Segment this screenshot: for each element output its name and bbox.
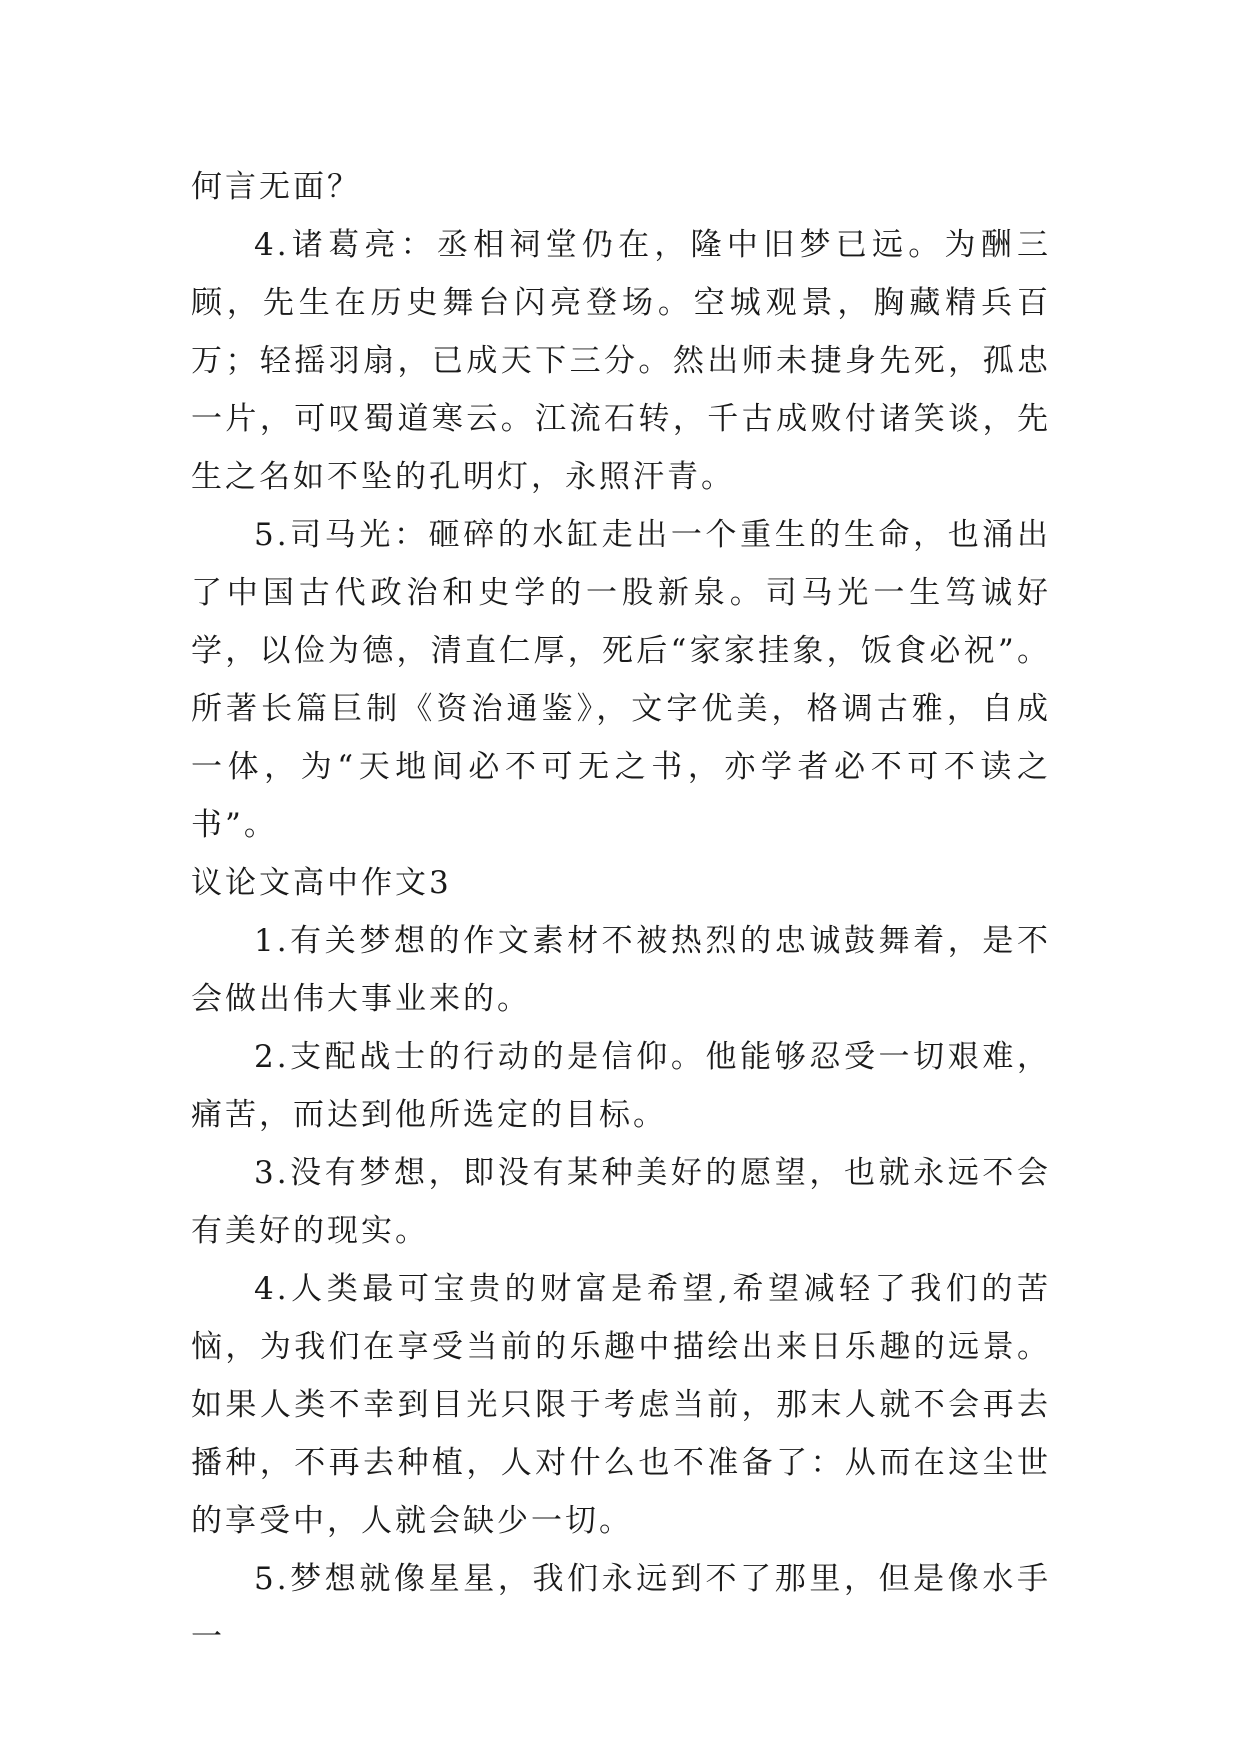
paragraph-dream-2: 2.支配战士的行动的是信仰。他能够忍受一切艰难，痛苦，而达到他所选定的目标。: [191, 1039, 1051, 1133]
paragraph-sima-guang: 5.司马光：砸碎的水缸走出一个重生的生命，也涌出了中国古代政治和史学的一股新泉。司马光一生笃诚好学，以俭为德，清直仁厚，死后“家家挂象，饭食必祝”。所著长篇巨制《资治通鉴》，文字优美，格调古雅，自成一体，为“天地间必不可无之书，亦学者必不可不读之书”。: [191, 517, 1051, 843]
paragraph-dream-3: 3.没有梦想，即没有某种美好的愿望，也就永远不会有美好的现实。: [191, 1155, 1051, 1249]
paragraph-dream-4: 4.人类最可宝贵的财富是希望,希望减轻了我们的苦恼，为我们在享受当前的乐趣中描绘出来日乐趣的远景。如果人类不幸到目光只限于考虑当前，那末人就不会再去播种，不再去种植，人对什么也不准备了：从而在这尘世的享受中，人就会缺少一切。: [191, 1271, 1051, 1539]
paragraph-dream-1: 1.有关梦想的作文素材不被热烈的忠诚鼓舞着，是不会做出伟大事业来的。: [191, 923, 1051, 1017]
section-heading: 议论文高中作文3: [191, 865, 452, 901]
paragraph-continuation: 何言无面？: [191, 169, 361, 205]
paragraph-zhuge-liang: 4.诸葛亮：丞相祠堂仍在，隆中旧梦已远。为酬三顾，先生在历史舞台闪亮登场。空城观景，胸藏精兵百万；轻摇羽扇，已成天下三分。然出师未捷身先死，孤忠一片，可叹蜀道寒云。江流石转，千古成败付诸笑谈，先生之名如不坠的孔明灯，永照汗青。: [191, 227, 1051, 495]
document-body: [191, 158, 1051, 1666]
paragraph-dream-5: 5.梦想就像星星，我们永远到不了那里，但是像水手一: [191, 1561, 1051, 1655]
